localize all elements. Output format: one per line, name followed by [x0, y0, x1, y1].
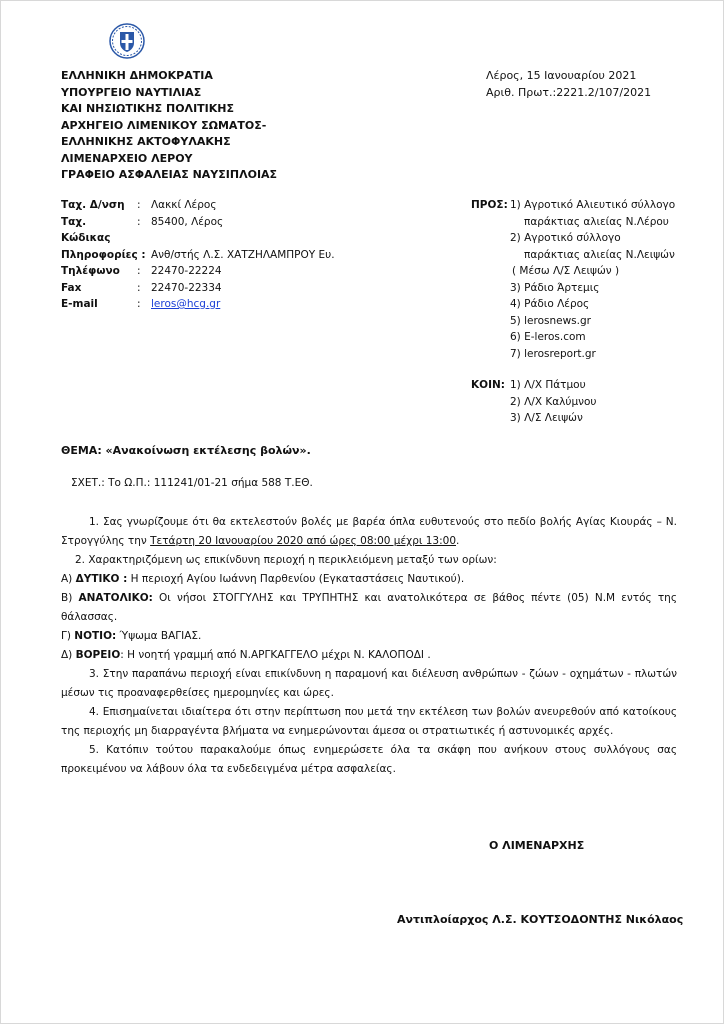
fax-row: [61, 280, 335, 297]
boundary-marker: Α): [61, 573, 76, 585]
boundary-text: Η περιοχή Αγίου Ιωάννη Παρθενίου (Εγκαταστάσεις Ναυτικού).: [127, 573, 465, 585]
colon: :: [137, 281, 141, 294]
date-and-protocol: [486, 68, 651, 101]
list-item: παράκτιας αλιείας Ν.Λέρου: [524, 215, 669, 228]
boundary-marker: Γ): [61, 630, 75, 642]
boundary-label: ΔΥΤΙΚΟ :: [75, 573, 128, 585]
list-item: 1) Λ/Χ Πάτμου: [510, 379, 586, 391]
boundary-marker: Β): [61, 592, 79, 604]
paragraph-2: 2. Χαρακτηριζόμενη ως επικίνδυνη περιοχή η περικλειόμενη μεταξύ των ορίων:: [75, 554, 497, 566]
document-body: [61, 513, 677, 779]
postal-row: [61, 214, 335, 247]
fax-value: 22470-22334: [151, 281, 222, 294]
greek-coat-of-arms-icon: [109, 23, 145, 59]
p1-text: 1. Σας γνωρίζουμε ότι θα εκτελεστούν βολές με βαρέα όπλα ευθυτενούς στο πεδίο βολής Αγίας Κιουράς – Ν. Στρογγύλης την: [61, 516, 677, 547]
paragraph-3: 3. Στην παραπάνω περιοχή είναι επικίνδυνη η παραμονή και διέλευση ανθρώπων - ζώων - οχημάτων - πλωτών μέσων τις προαναφερθείσες ημερομηνίες και ώρες.: [61, 668, 677, 699]
colon: :: [137, 199, 141, 211]
colon: :: [137, 265, 141, 277]
boundary-label: ΑΝΑΤΟΛΙΚΟ:: [78, 592, 153, 604]
address-row: [61, 197, 335, 214]
list-item: 3) Λ/Σ Λειψών: [510, 412, 583, 424]
p1-end: .: [456, 535, 460, 547]
phone-label: Τηλέφωνο: [61, 265, 120, 277]
email-row: [61, 296, 335, 313]
contact-details: [61, 197, 335, 313]
boundary-south: [61, 627, 677, 646]
email-link[interactable]: leros@hcg.gr: [151, 298, 221, 310]
info-label: Πληροφορίες :: [61, 248, 146, 261]
list-item: 6) E-leros.com: [510, 331, 586, 343]
boundary-west: [61, 570, 677, 589]
boundary-marker: Δ): [61, 649, 76, 661]
email-label: E-mail: [61, 298, 98, 310]
info-value: Ανθ/στής Λ.Σ. ΧΑΤΖΗΛΑΜΠΡΟΥ Ευ.: [151, 248, 335, 261]
boundary-text: : Η νοητή γραμμή από Ν.ΑΡΓΚΑΓΓΕΛΟ μέχρι Ν. ΚΑΛΟΠΟΔΙ .: [120, 649, 431, 661]
authority-line: ΚΑΙ ΝΗΣΙΩΤΙΚΗΣ ΠΟΛΙΤΙΚΗΣ: [61, 102, 235, 115]
paragraph-1: [61, 513, 677, 551]
list-item: 7) lerosreport.gr: [510, 347, 596, 360]
authority-line: ΓΡΑΦΕΙΟ ΑΣΦΑΛΕΙΑΣ ΝΑΥΣΙΠΛΟΙΑΣ: [61, 168, 278, 181]
pros-label: ΠΡΟΣ:: [471, 199, 508, 211]
colon: :: [137, 215, 141, 228]
paragraph-5: 5. Κατόπιν τούτου παρακαλούμε όπως ενημερώσετε όλα τα σκάφη που ανήκουν στους συλλόγους σας προκειμένου να λάβουν όλα τα ενδεδειγμένα μέτρα ασφαλείας.: [61, 744, 677, 775]
reference-line: ΣΧΕΤ.: Το Ω.Π.: 111241/01-21 σήμα 588 Τ.ΕΘ.: [71, 477, 313, 489]
info-row: [61, 247, 335, 264]
list-item: 2) Λ/Χ Καλύμνου: [510, 395, 597, 408]
address-label: Ταχ. Δ/νση: [61, 199, 125, 211]
colon: :: [137, 298, 141, 310]
boundary-north: [61, 646, 677, 665]
authority-line: ΛΙΜΕΝΑΡΧΕΙΟ ΛΕΡΟΥ: [61, 151, 193, 165]
address-value: Λακκί Λέρος: [151, 199, 217, 211]
boundary-text: Ύψωμα ΒΑΓΙΑΣ.: [116, 630, 202, 642]
place-date: Λέρος, 15 Ιανουαρίου 2021: [486, 69, 637, 82]
list-item: παράκτιας αλιείας Ν.Λειψών: [524, 248, 675, 261]
boundary-label: ΒΟΡΕΙΟ: [75, 649, 121, 661]
list-item: ( Μέσω Λ/Σ Λειψών ): [512, 265, 620, 277]
postal-label: Ταχ. Κώδικας: [61, 215, 111, 244]
signer-name: Αντιπλοίαρχος Λ.Σ. ΚΟΥΤΣΟΔΟΝΤΗΣ Νικόλαος: [397, 913, 684, 926]
authority-line: ΕΛΛΗΝΙΚΗΣ ΑΚΤΟΦΥΛΑΚΗΣ: [61, 135, 231, 148]
list-item: 1) Αγροτικό Αλιευτικό σύλλογο: [510, 199, 676, 211]
list-item: 4) Ράδιο Λέρος: [510, 298, 590, 310]
boundary-label: ΝΟΤΙΟ:: [74, 630, 117, 642]
protocol-number: Αριθ. Πρωτ.:2221.2/107/2021: [486, 85, 652, 99]
phone-value: 22470-22224: [151, 265, 222, 277]
fax-label: Fax: [61, 281, 82, 294]
subject-line: ΘΕΜΑ: «Ανακοίνωση εκτέλεσης βολών».: [61, 444, 311, 457]
postal-value: 85400, Λέρος: [151, 215, 224, 228]
signer-title: Ο ΛΙΜΕΝΑΡΧΗΣ: [489, 839, 585, 852]
issuing-authority: [61, 68, 277, 184]
authority-line: ΕΛΛΗΝΙΚΗ ΔΗΜΟΚΡΑΤΙΑ: [61, 69, 213, 82]
paragraph-4: 4. Επισημαίνεται ιδιαίτερα ότι στην περίπτωση που μετά την εκτέλεση των βολών ανευρεθούν από κατοίκους της περιοχής μη διαρραγέντα βλήματα να ενημερώνονται άμεσα οι στρατιωτικές ή αστυνομικές αρχές.: [61, 706, 677, 737]
boundary-east: [61, 589, 677, 627]
koin-list: [510, 377, 710, 427]
pros-list: [510, 197, 720, 362]
list-item: 5) lerosnews.gr: [510, 314, 591, 327]
list-item: 3) Ράδιο Άρτεμις: [510, 281, 600, 294]
list-item: 2) Αγροτικό σύλλογο: [510, 232, 621, 244]
koin-label: ΚΟΙΝ:: [471, 379, 505, 391]
boundary-text: Οι νήσοι ΣΤΟΓΓΥΛΗΣ και ΤΡΥΠΗΤΗΣ και ανατολικότερα σε βάθος πέντε (05) Ν.Μ εντός της θάλασσας.: [61, 592, 677, 623]
phone-row: [61, 263, 335, 280]
authority-line: ΥΠΟΥΡΓΕΙΟ ΝΑΥΤΙΛΙΑΣ: [61, 85, 202, 99]
authority-line: ΑΡΧΗΓΕΙΟ ΛΙΜΕΝΙΚΟΥ ΣΩΜΑΤΟΣ-: [61, 118, 267, 132]
firing-date-time: Τετάρτη 20 Ιανουαρίου 2020 από ώρες 08:00 μέχρι 13:00: [150, 535, 457, 547]
